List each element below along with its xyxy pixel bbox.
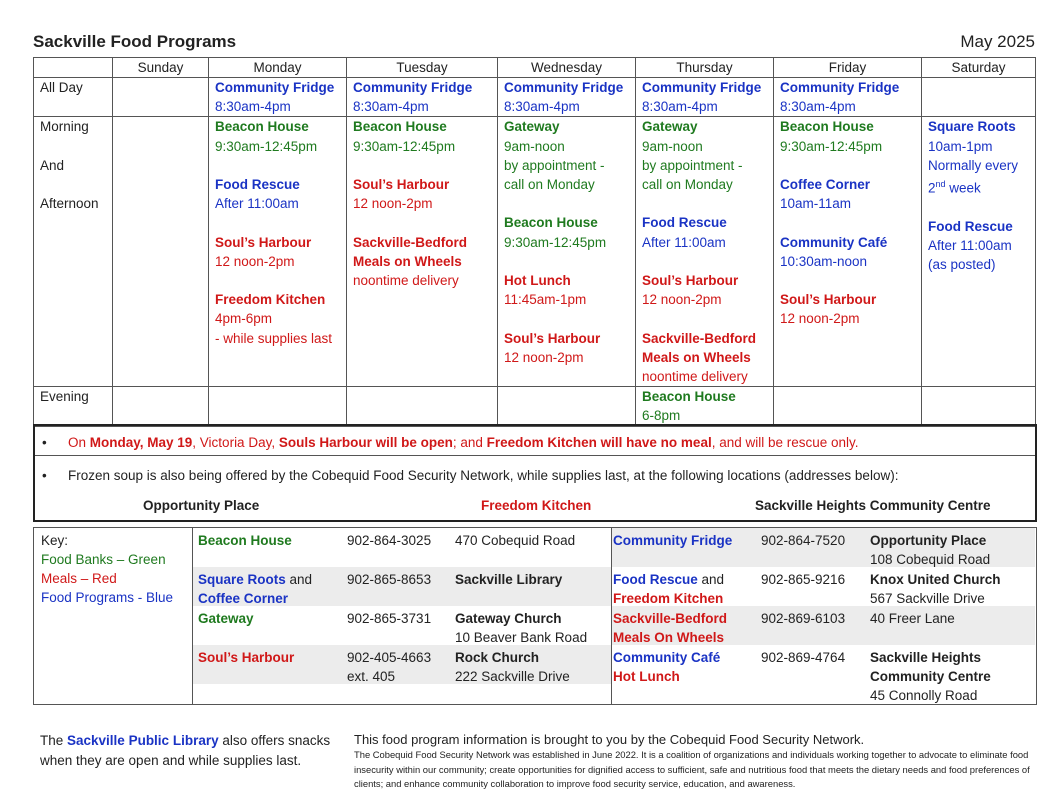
program-name: Food Rescue (215, 177, 300, 192)
holiday-note: • On Monday, May 19, Victoria Day, Souls Harbour will be open; and Freedom Kitchen will have no meal, and will be rescue only. (42, 435, 859, 450)
day-header: Thursday (636, 58, 774, 78)
soup-location: Sackville Heights Community Centre (755, 498, 991, 513)
program-time: 9:30am-12:45pm (215, 138, 318, 154)
program-note: by appointment - (642, 157, 743, 173)
network-credit: This food program information is brought to you by the Cobequid Food Security Network. (354, 732, 865, 747)
contact-phone: 902-869-6103 (761, 611, 846, 626)
program-name: Soul’s Harbour (215, 234, 312, 250)
sunday-day-cell (113, 117, 209, 387)
program-name: Sackville-Bedford (353, 234, 468, 250)
program-name: Beacon House (215, 119, 309, 135)
program-name: Beacon House (504, 215, 598, 231)
program-name: Beacon House (353, 119, 447, 135)
program-time: 9am-noon (642, 138, 703, 154)
contact-address: Rock Church 222 Sackville Drive (455, 650, 570, 684)
contact-name: Gateway (198, 611, 254, 626)
program-time: 9:30am-12:45pm (353, 138, 456, 154)
notes-divider (35, 455, 1035, 456)
soup-location: Freedom Kitchen (481, 498, 592, 513)
day-header: Saturday (922, 58, 1036, 78)
program-name: Soul’s Harbour (780, 292, 877, 308)
program-time: 12 noon-2pm (215, 253, 295, 269)
network-info (354, 732, 1034, 792)
program-note: call on Monday (504, 177, 595, 193)
program-time: 8:30am-4pm (353, 99, 429, 115)
program-name: Sackville-Bedford (642, 330, 757, 346)
program-note: 2nd week (928, 179, 981, 196)
program-name: Soul’s Harbour (504, 330, 601, 346)
weekly-schedule-table (33, 57, 1036, 427)
program-name: Gateway (642, 119, 698, 135)
tuesday-day-cell (347, 117, 498, 387)
key-title: Key: (41, 533, 69, 548)
program-name: Community Fridge (504, 80, 624, 95)
wednesday-all-day-cell (498, 78, 636, 117)
contact-name: Soul’s Harbour (198, 650, 295, 665)
program-time: 6-8pm (642, 408, 681, 424)
thursday-evening-cell (636, 387, 774, 426)
sunday-evening-cell (113, 387, 209, 426)
monday-all-day-cell (209, 78, 347, 117)
program-name: Hot Lunch (504, 273, 571, 288)
all-day-row (34, 78, 1036, 117)
contact-name: Community Café Hot Lunch (613, 650, 721, 684)
page-title: Sackville Food Programs (33, 32, 237, 51)
program-time: 10am-1pm (928, 138, 993, 154)
program-time: 8:30am-4pm (504, 99, 580, 115)
program-time: 12 noon-2pm (504, 349, 584, 365)
program-time: 4pm-6pm (215, 311, 273, 327)
row-label-morning: Morning (40, 119, 89, 135)
program-name: Food Rescue (642, 215, 727, 231)
program-note: Normally every (928, 157, 1019, 173)
program-name: Coffee Corner (780, 177, 871, 192)
day-header: Wednesday (498, 58, 636, 78)
contact-name: Food Rescue and Freedom Kitchen (613, 572, 725, 606)
bullet-icon: • (42, 435, 47, 450)
saturday-all-day-cell (922, 78, 1036, 117)
program-time: 9am-noon (504, 138, 565, 154)
program-name: Community Café (780, 234, 888, 250)
contact-phone: 902-864-3025 (347, 533, 432, 548)
wednesday-evening-cell (498, 387, 636, 426)
notes-box (33, 424, 1037, 522)
program-time: After 11:00am (215, 196, 299, 212)
contact-address: Gateway Church 10 Beaver Bank Road (455, 611, 588, 645)
program-name: Community Fridge (215, 80, 335, 95)
friday-all-day-cell (774, 78, 922, 117)
saturday-day-cell (922, 117, 1036, 387)
program-name: Meals on Wheels (353, 253, 462, 269)
contact-name: Beacon House (198, 533, 292, 548)
month-label: May 2025 (960, 32, 1035, 51)
program-name: Beacon House (642, 389, 736, 405)
contact-address: Sackville Heights Community Centre 45 Connolly Road (870, 650, 991, 703)
program-time: noontime delivery (642, 369, 748, 384)
program-note: (as posted) (928, 257, 996, 273)
program-note: by appointment - (504, 157, 605, 173)
program-time: 12 noon-2pm (642, 292, 722, 308)
frozen-soup-note: • Frozen soup is also being offered by the Cobequid Food Security Network, while supplies last, at the following locations (addresses below): (42, 468, 899, 483)
contact-name: Square Roots and Coffee Corner (198, 572, 313, 606)
program-time: 9:30am-12:45pm (504, 234, 607, 250)
program-name: Square Roots (928, 119, 1016, 135)
wednesday-day-cell (498, 117, 636, 387)
contact-phone: 902-864-7520 (761, 533, 846, 548)
program-name: Community Fridge (780, 80, 900, 95)
program-time: After 11:00am (642, 234, 726, 250)
contact-phone: 902-869-4764 (761, 650, 846, 665)
key-food-programs: Food Programs - Blue (41, 590, 174, 605)
program-name: Soul’s Harbour (353, 177, 450, 192)
program-time: 8:30am-4pm (215, 99, 291, 115)
program-time: 10am-11am (780, 196, 852, 212)
program-name: Soul’s Harbour (642, 273, 739, 288)
program-time: 9:30am-12:45pm (780, 138, 883, 154)
program-time: 8:30am-4pm (780, 99, 856, 115)
row-label: All Day (34, 78, 113, 117)
contact-address: Opportunity Place 108 Cobequid Road (870, 533, 991, 567)
corner-cell (34, 58, 113, 78)
tuesday-all-day-cell (347, 78, 498, 117)
program-note: - while supplies last (215, 330, 333, 346)
contact-phone: 902-865-8653 (347, 572, 432, 587)
color-key (41, 531, 173, 607)
program-name: Community Fridge (642, 80, 762, 95)
program-name: Community Fridge (353, 80, 473, 95)
program-name: Gateway (504, 119, 560, 135)
key-meals: Meals – Red (41, 571, 117, 586)
evening-row (34, 387, 1036, 426)
contact-place: Sackville Library (455, 572, 563, 587)
contacts-table (33, 527, 1037, 705)
day-header: Friday (774, 58, 922, 78)
program-time: 12 noon-2pm (353, 196, 433, 212)
contact-phone: 902-865-3731 (347, 611, 432, 626)
contact-address: 40 Freer Lane (870, 611, 955, 626)
soup-location: Opportunity Place (143, 498, 260, 513)
library-name: Sackville Public Library (67, 733, 219, 748)
morning-afternoon-row (34, 117, 1036, 387)
friday-evening-cell (774, 387, 922, 426)
program-time: 10:30am-noon (780, 253, 868, 269)
day-header-row (34, 58, 1036, 78)
program-name: Freedom Kitchen (215, 292, 326, 308)
program-note: call on Monday (642, 177, 733, 193)
row-label-afternoon: Afternoon (40, 196, 99, 212)
thursday-day-cell (636, 117, 774, 387)
library-note: The Sackville Public Library also offers snacks when they are open and while supplies last. (40, 733, 331, 768)
contact-phone: 902-865-9216 (761, 572, 846, 587)
program-time: 8:30am-4pm (642, 99, 718, 115)
saturday-evening-cell (922, 387, 1036, 426)
contact-name: Community Fridge (613, 533, 733, 548)
program-time: noontime delivery (353, 273, 459, 288)
row-label (34, 117, 113, 387)
monday-day-cell (209, 117, 347, 387)
page-header (33, 32, 1035, 54)
monday-evening-cell (209, 387, 347, 426)
row-label-and: And (40, 157, 65, 173)
day-header: Sunday (113, 58, 209, 78)
day-header: Monday (209, 58, 347, 78)
contact-address: Knox United Church 567 Sackville Drive (870, 572, 1001, 606)
program-name: Meals on Wheels (642, 349, 751, 365)
contact-phone: 902-405-4663 ext. 405 (347, 650, 432, 684)
bullet-icon: • (42, 468, 47, 483)
thursday-all-day-cell (636, 78, 774, 117)
program-time: 12 noon-2pm (780, 311, 860, 327)
program-name: Beacon House (780, 119, 874, 135)
day-header: Tuesday (347, 58, 498, 78)
sunday-all-day-cell (113, 78, 209, 117)
contact-name: Sackville-Bedford Meals On Wheels (613, 611, 728, 645)
program-time: 11:45am-1pm (504, 292, 587, 308)
program-name: Food Rescue (928, 218, 1013, 234)
key-food-banks: Food Banks – Green (41, 552, 166, 567)
contact-address: 470 Cobequid Road (455, 533, 576, 548)
network-description: The Cobequid Food Security Network was established in June 2022. It is a coalition of organizations and individuals working together to advocate to eliminate food insecurity within our community; create opportunities for dignified access to sufficient, safe and nutritious food that meets the dietary needs and food preferences of clients; and enhance community collaboration to improve food security service, education, and awareness. (354, 749, 1030, 789)
row-label: Evening (34, 387, 113, 426)
friday-day-cell (774, 117, 922, 387)
tuesday-evening-cell (347, 387, 498, 426)
program-time: After 11:00am (928, 238, 1012, 254)
